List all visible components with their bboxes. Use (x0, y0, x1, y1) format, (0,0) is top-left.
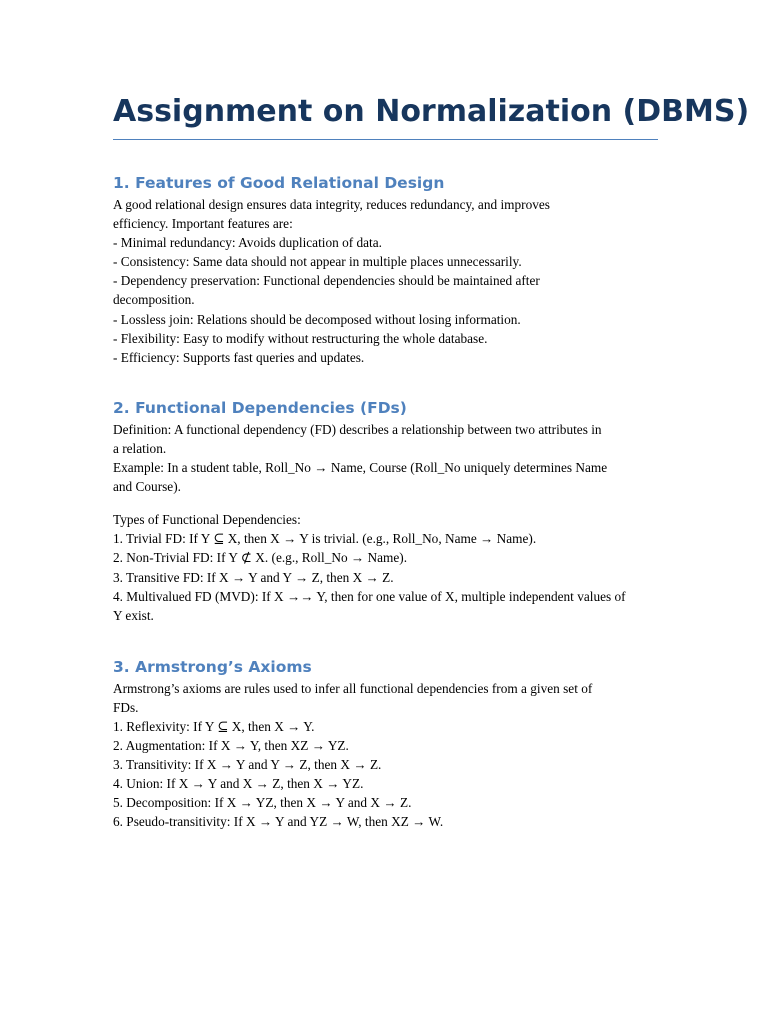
list-item: 1. Trivial FD: If Y ⊆ X, then X → Y is trivial. (e.g., Roll_No, Name → Name). (113, 531, 537, 547)
list-item: 5. Decomposition: If X → YZ, then X → Y and X → Z. (113, 795, 412, 811)
paragraph-line: A good relational design ensures data integrity, reduces redundancy, and improves (113, 197, 550, 212)
list-item: 3. Transitivity: If X → Y and Y → Z, then X → Z. (113, 757, 382, 773)
paragraph-gap (113, 496, 658, 508)
list-item: 1. Reflexivity: If Y ⊆ X, then X → Y. (113, 718, 315, 734)
section-heading-functional-dependencies: 2. Functional Dependencies (FDs) (113, 398, 407, 417)
section-body-features (113, 195, 658, 367)
list-item: 4. Multivalued FD (MVD): If X →→ Y, then for one value of X, multiple independent values of (113, 588, 626, 604)
list-item-continuation: decomposition. (113, 292, 195, 308)
paragraph-line: efficiency. Important features are: (113, 216, 293, 232)
document-page (113, 92, 750, 832)
list-item: - Flexibility: Easy to modify without restructuring the whole database. (113, 330, 488, 346)
list-item: - Consistency: Same data should not appear in multiple places unnecessarily. (113, 254, 522, 270)
section-body-fd-definition (113, 420, 658, 496)
paragraph-line: Definition: A functional dependency (FD) describes a relationship between two attributes in (113, 421, 602, 437)
list-item: - Lossless join: Relations should be decomposed without losing information. (113, 311, 521, 327)
list-item: - Minimal redundancy: Avoids duplication of data. (113, 235, 382, 251)
paragraph-line: FDs. (113, 699, 139, 715)
list-item: - Efficiency: Supports fast queries and updates. (113, 349, 365, 365)
list-item-continuation: Y exist. (113, 607, 154, 623)
list-item: 3. Transitive FD: If X → Y and Y → Z, then X → Z. (113, 569, 394, 585)
paragraph-line: and Course). (113, 479, 181, 495)
paragraph-line: a relation. (113, 440, 167, 456)
list-item: 6. Pseudo-transitivity: If X → Y and YZ → W, then XZ → W. (113, 814, 444, 830)
section-heading-features: 1. Features of Good Relational Design (113, 174, 445, 192)
list-item: 2. Augmentation: If X → Y, then XZ → YZ. (113, 738, 349, 754)
list-item: 4. Union: If X → Y and X → Z, then X → YZ. (113, 776, 364, 792)
paragraph-line: Armstrong’s axioms are rules used to infer all functional dependencies from a given set of (113, 680, 593, 696)
section-heading-armstrongs-axioms: 3. Armstrong’s Axioms (113, 657, 312, 676)
section-body-axioms (113, 679, 658, 832)
paragraph-line: Example: In a student table, Roll_No → Name, Course (Roll_No uniquely determines Name (113, 460, 608, 476)
section-body-fd-types (113, 510, 658, 625)
document-title: Assignment on Normalization (DBMS) (113, 92, 658, 140)
list-item: 2. Non-Trivial FD: If Y ⊄ X. (e.g., Roll_No → Name). (113, 550, 408, 566)
paragraph-line: Types of Functional Dependencies: (113, 512, 301, 528)
list-item: - Dependency preservation: Functional dependencies should be maintained after (113, 273, 540, 289)
